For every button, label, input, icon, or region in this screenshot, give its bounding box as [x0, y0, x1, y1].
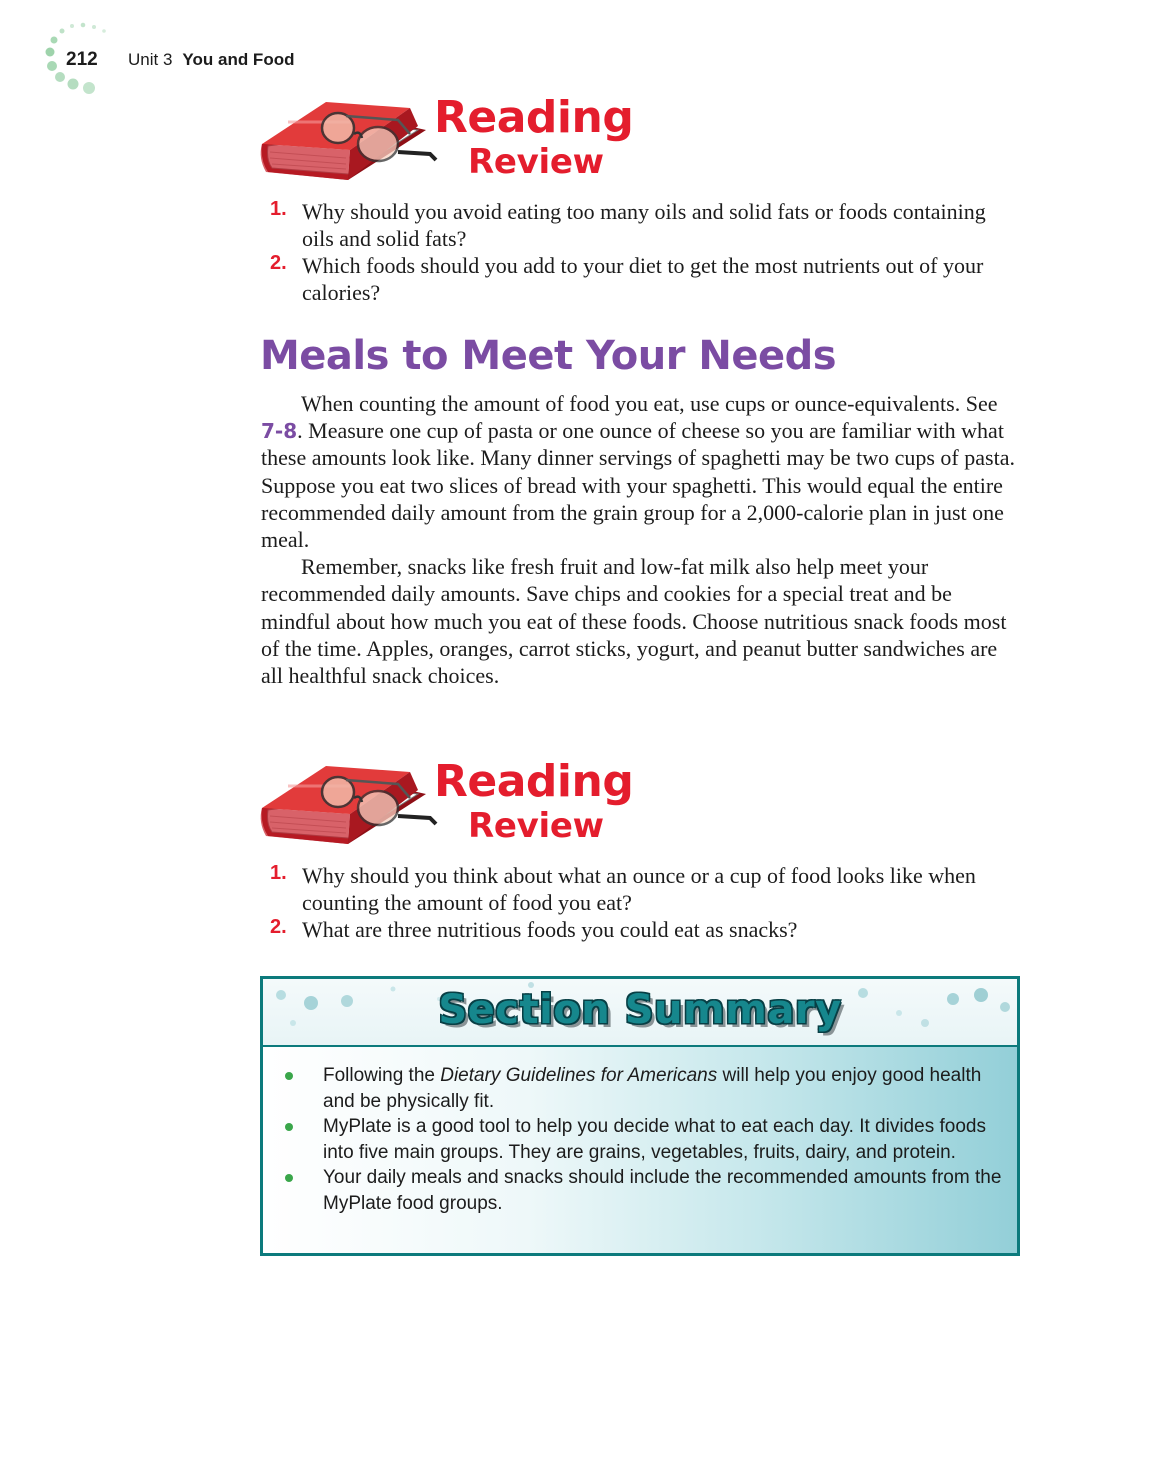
question-number: 2. — [270, 916, 287, 938]
section-body — [261, 390, 1021, 689]
review-question — [262, 252, 1022, 306]
reading-review-1 — [258, 92, 678, 192]
section-heading: Meals to Meet Your Needs — [260, 333, 837, 379]
unit-number: Unit 3 — [128, 50, 173, 69]
question-text: Which foods should you add to your diet to get the most nutrients out of your calories? — [302, 253, 984, 305]
book-with-glasses-icon — [258, 764, 438, 848]
page-header — [0, 0, 400, 100]
figure-reference-link[interactable]: 7-8 — [261, 419, 298, 444]
book-with-glasses-icon — [258, 100, 438, 184]
summary-text: MyPlate is a good tool to help you decide what to eat each day. It divides foods into five main groups. They are grains, vegetables, fruits, dairy, and protein. — [323, 1116, 986, 1163]
question-text: Why should you avoid eating too many oils and solid fats or foods containing oils and solid fats? — [302, 199, 986, 251]
decorative-dots-icon — [0, 0, 120, 100]
reading-review-subtitle: Review — [468, 142, 604, 182]
summary-item — [263, 1165, 1003, 1216]
unit-label — [128, 50, 294, 70]
question-number: 1. — [270, 198, 287, 220]
unit-title: You and Food — [182, 50, 295, 69]
bullet-icon — [285, 1174, 293, 1182]
question-number: 1. — [270, 862, 287, 884]
summary-item — [263, 1063, 1003, 1114]
section-summary-header — [263, 979, 1017, 1047]
body-paragraph-1 — [261, 390, 1021, 553]
reading-review-2 — [258, 756, 678, 856]
reading-review-title: Reading — [434, 92, 634, 143]
review-question — [262, 862, 1022, 916]
bullet-icon — [285, 1123, 293, 1131]
question-text: What are three nutritious foods you could eat as snacks? — [302, 917, 798, 942]
summary-item — [263, 1114, 1003, 1165]
summary-text: Your daily meals and snacks should include the recommended amounts from the MyPlate food groups. — [323, 1167, 1002, 1214]
section-summary-list — [263, 1063, 1003, 1216]
summary-text-italic: Dietary Guidelines for Americans — [440, 1065, 718, 1086]
reading-review-title: Reading — [434, 756, 634, 807]
reading-review-2-questions — [262, 862, 1022, 943]
body-paragraph-2: Remember, snacks like fresh fruit and low-fat milk also help meet your recommended daily amounts. Save chips and cookies for a special treat and be mindful about how much you eat of these foods. Choose nutritious snack foods most of the time. Apples, oranges, carrot sticks, yogurt, and peanut butter sandwiches are all healthful snack choices. — [261, 554, 1007, 689]
review-question — [262, 198, 1022, 252]
review-question — [262, 916, 1022, 943]
question-text: Why should you think about what an ounce or a cup of food looks like when counting the amount of food you eat? — [302, 863, 976, 915]
summary-text: will help you enjoy good health and be physically fit. — [323, 1065, 982, 1112]
paragraph-text: . Measure one cup of pasta or one ounce of cheese so you are familiar with what these amounts look like. Many dinner servings of spaghetti may be two cups of pasta. Suppose you eat two slices of bread with your spaghetti. This would equal the entire recommended daily amount from the grain group for a 2,000-calorie plan in just one meal. — [261, 418, 1015, 553]
page-number: 212 — [66, 49, 98, 70]
section-summary-title: Section Summary — [438, 987, 842, 1033]
section-summary-box — [260, 976, 1020, 1256]
paragraph-text: When counting the amount of food you eat, use cups or ounce-equivalents. See — [301, 391, 998, 416]
reading-review-subtitle: Review — [468, 806, 604, 846]
summary-text: Following the — [323, 1065, 441, 1086]
bullet-icon — [285, 1072, 293, 1080]
reading-review-1-questions — [262, 198, 1022, 306]
question-number: 2. — [270, 252, 287, 274]
